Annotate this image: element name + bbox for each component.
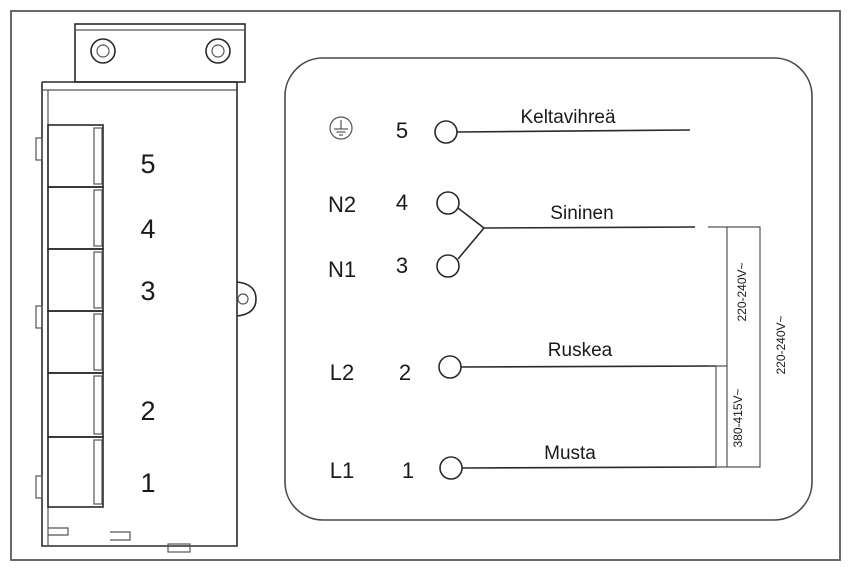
- wire-label-musta: Musta: [544, 443, 596, 464]
- terminal-cell: [48, 311, 103, 373]
- terminal-number-4: 4: [395, 190, 409, 215]
- wire-label-keltavihrea: Keltavihreä: [520, 107, 616, 128]
- wire-brown: [461, 366, 716, 367]
- voltage-label-outer: 220-240V~: [774, 315, 788, 375]
- terminal-label-l2: L2: [329, 360, 355, 385]
- block-number-2: 2: [140, 396, 156, 426]
- block-number-4: 4: [140, 214, 156, 244]
- terminal-label-n1: N1: [327, 257, 357, 282]
- voltage-label-lower: 380-415V~: [731, 388, 745, 448]
- terminal-number-5: 5: [395, 118, 409, 143]
- terminal-label-l1: L1: [329, 458, 355, 483]
- block-number-3: 3: [140, 276, 156, 306]
- block-number-5: 5: [140, 149, 156, 179]
- block-number-1: 1: [140, 468, 156, 498]
- terminal-cell: [48, 187, 103, 249]
- terminal-cell: [48, 249, 103, 311]
- wire-label-ruskea: Ruskea: [547, 340, 613, 361]
- wire-black: [462, 467, 716, 468]
- terminal-number-3: 3: [395, 253, 409, 278]
- terminal-cell: [48, 437, 103, 507]
- side-ear: [237, 282, 256, 316]
- terminal-label-n2: N2: [327, 192, 357, 217]
- schematic-panel: [285, 58, 812, 520]
- wire-blue: [484, 227, 695, 228]
- wire-label-sininen: Sininen: [550, 203, 614, 224]
- terminal-cell: [48, 125, 103, 187]
- terminal-number-1: 1: [401, 458, 415, 483]
- terminal-number-2: 2: [398, 360, 412, 385]
- mounting-bracket: [75, 24, 245, 82]
- terminal-cell: [48, 373, 103, 437]
- terminal-block: [36, 24, 256, 552]
- voltage-label-upper: 220-240V~: [735, 262, 749, 322]
- screw-hole-icon: [91, 39, 115, 63]
- screw-hole-icon: [206, 39, 230, 63]
